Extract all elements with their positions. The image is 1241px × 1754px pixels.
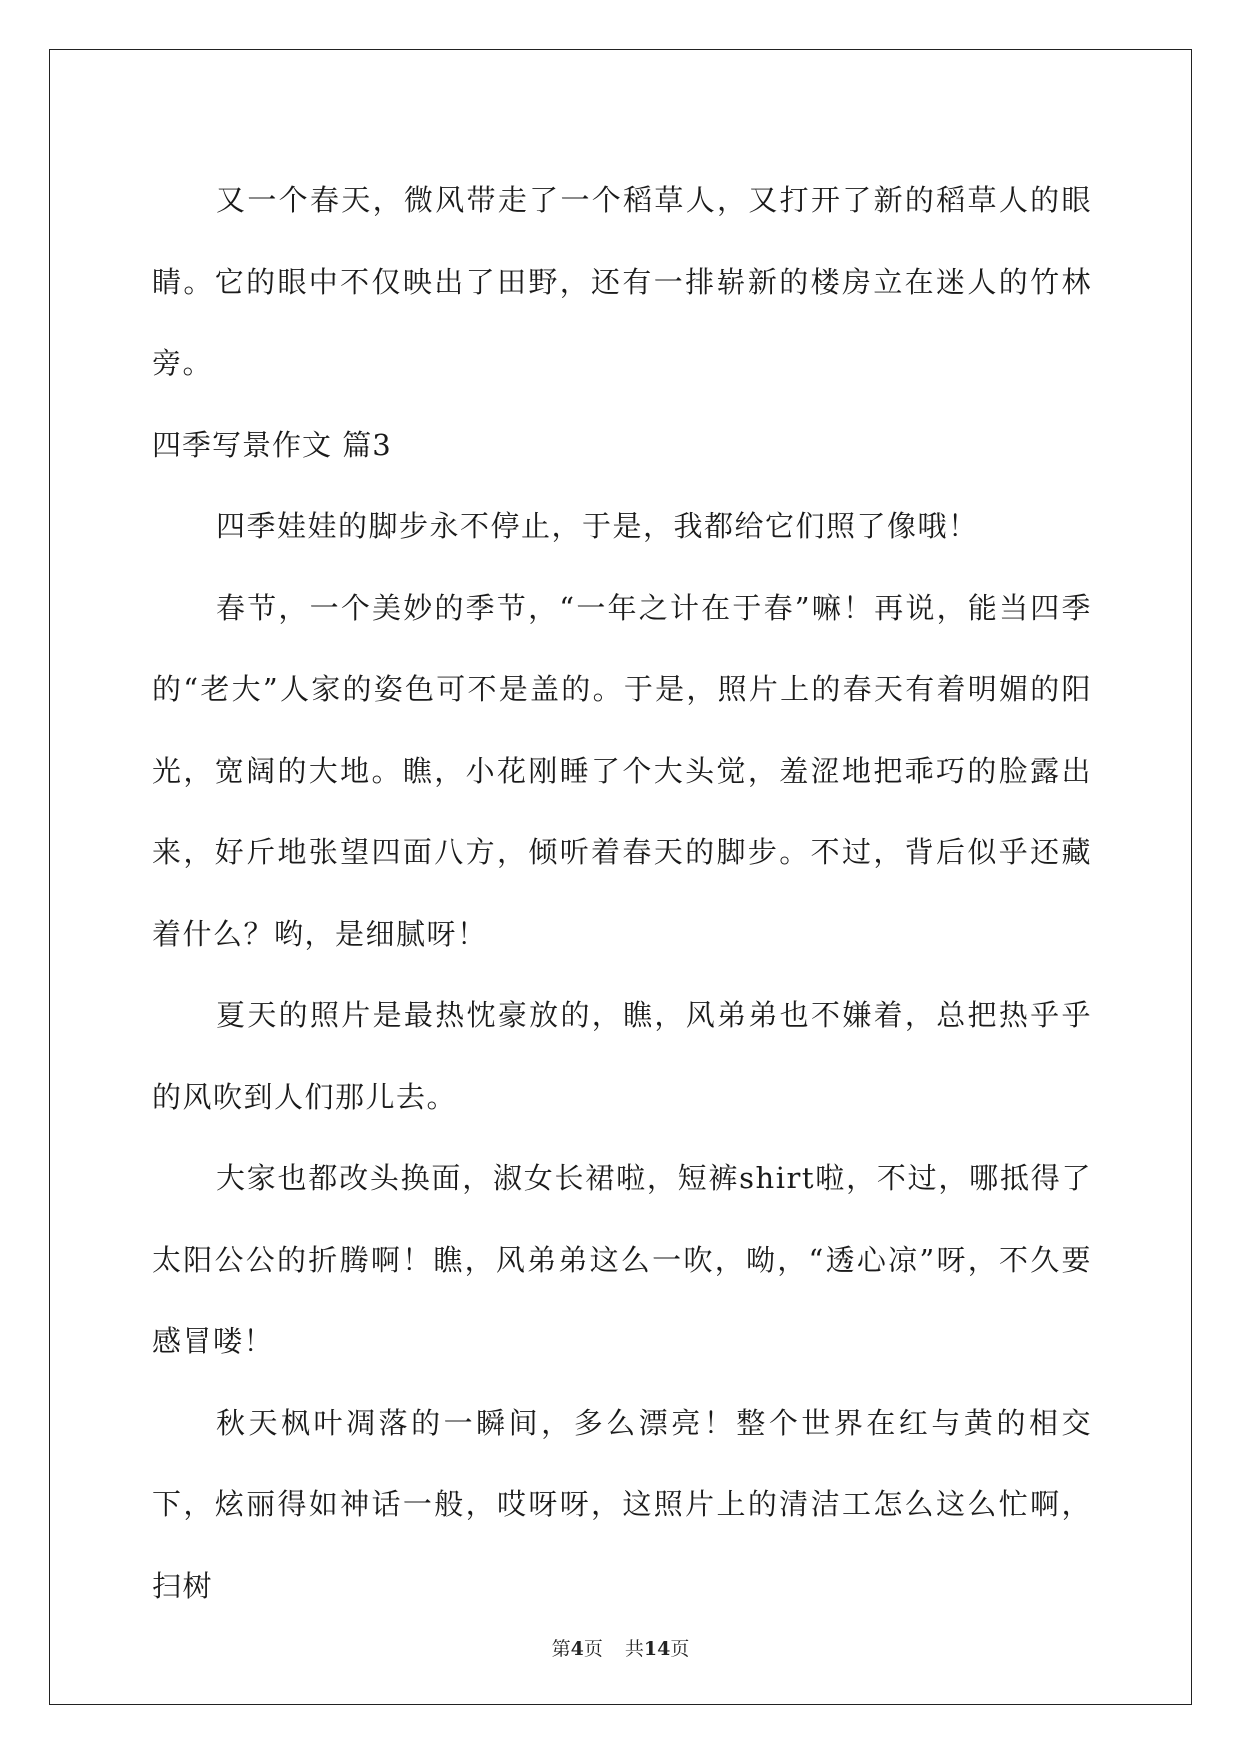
paragraph: 大家也都改头换面，淑女长裙啦，短裤shirt啦，不过，哪抵得了太阳公公的折腾啊！瞧，风弟弟这么一吹，呦，“透心凉”呀，不久要感冒喽！ bbox=[152, 1161, 1092, 1358]
total-prefix: 共 bbox=[624, 1638, 644, 1660]
page-suffix: 页 bbox=[583, 1638, 603, 1660]
section-title: 四季写景作文 篇3 bbox=[152, 427, 392, 462]
page-number: 4 bbox=[570, 1638, 584, 1660]
paragraph: 夏天的照片是最热忱豪放的，瞧，风弟弟也不嫌着，总把热乎乎的风吹到人们那儿去。 bbox=[152, 998, 1092, 1114]
document-body bbox=[152, 160, 1092, 1627]
paragraph: 春节，一个美妙的季节，“一年之计在于春”嘛！再说，能当四季的“老大”人家的姿色可不是盖的。于是，照片上的春天有着明媚的阳光，宽阔的大地。瞧，小花刚睡了个大头觉，羞涩地把乖巧的脸露出来，好斤地张望四面八方，倾听着春天的脚步。不过，背后似乎还藏着什么？哟，是细腻呀！ bbox=[152, 590, 1092, 951]
paragraph: 秋天枫叶凋落的一瞬间，多么漂亮！整个世界在红与黄的相交下，炫丽得如神话一般，哎呀呀，这照片上的清洁工怎么这么忙啊，扫树 bbox=[152, 1405, 1092, 1603]
paragraph: 又一个春天，微风带走了一个稻草人，又打开了新的稻草人的眼睛。它的眼中不仅映出了田野，还有一排崭新的楼房立在迷人的竹林旁。 bbox=[152, 183, 1092, 380]
page-prefix: 第 bbox=[551, 1638, 571, 1660]
total-pages: 14 bbox=[643, 1638, 671, 1660]
paragraph: 四季娃娃的脚步永不停止，于是，我都给它们照了像哦！ bbox=[216, 509, 979, 543]
total-suffix: 页 bbox=[670, 1638, 690, 1660]
page-footer bbox=[0, 1634, 1241, 1661]
